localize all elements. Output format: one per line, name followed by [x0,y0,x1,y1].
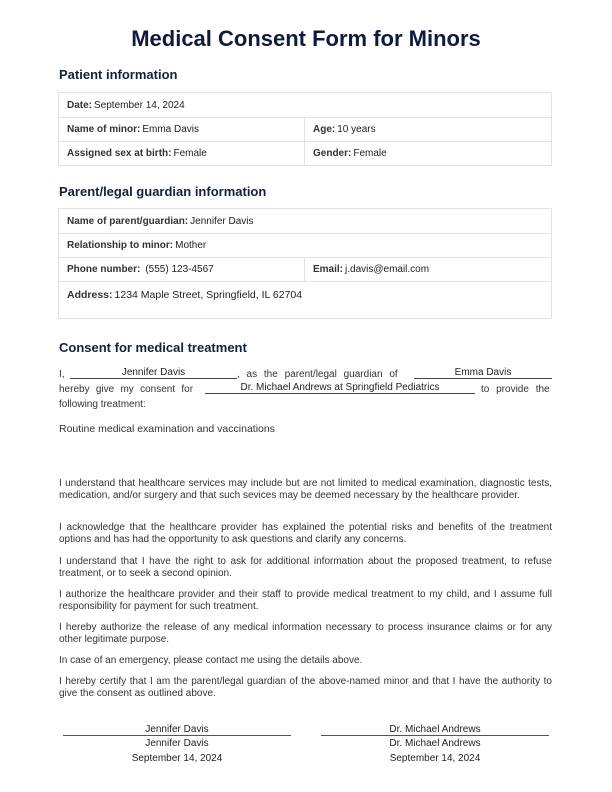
page-title: Medical Consent Form for Minors [131,26,481,51]
consent-paragraph: I understand that I have the right to ask for additional information about the proposed treatment, to refuse treatment, or to seek a second opinion. [59,556,552,579]
minor-name-value[interactable]: Emma Davis [142,124,200,135]
consent-line-1 [59,369,552,383]
minor-name-blank[interactable]: Emma Davis [414,367,552,379]
relationship-cell [59,234,551,257]
table-row [59,209,551,233]
consent-text-to-provide: to provide the [481,384,550,395]
consent-heading: Consent for medical treatment [59,340,247,355]
table-row [59,281,551,318]
consent-paragraph: I hereby authorize the release of any medical information necessary to process insurance claims or for any other legitimate purpose. [59,622,552,645]
guardian-name-value[interactable]: Jennifer Davis [190,215,254,227]
patient-info-heading: Patient information [59,67,178,82]
age-cell [305,118,551,141]
minor-name-label: Name of minor: [67,124,141,135]
consent-paragraph: I authorize the healthcare provider and their staff to provide medical treatment to my child, and I assume full responsibility for payment for such treatment. [59,589,552,612]
provider-signature[interactable]: Dr. Michael Andrews [321,723,549,736]
guardian-signature-date: September 14, 2024 [131,753,223,764]
sex-label: Assigned sex at birth: [67,148,172,159]
consent-text-hereby: hereby give my consent for [59,384,194,395]
gender-label: Gender: [313,148,352,159]
age-label: Age: [313,124,336,135]
minor-name-cell [59,118,305,141]
guardian-name-blank[interactable]: Jennifer Davis [70,367,237,379]
table-row [59,257,551,281]
consent-line-2 [59,384,552,398]
guardian-name-label: Name of parent/guardian: [67,215,189,227]
consent-paragraph: I acknowledge that the healthcare provider has explained the potential risks and benefits of the treatment options and has had the opportunity to ask questions and clarify any concerns. [59,522,552,545]
date-label: Date: [67,99,93,111]
age-value[interactable]: 10 years [337,124,376,135]
phone-label: Phone number: [67,264,141,275]
consent-paragraph: I hereby certify that I am the parent/legal guardian of the above-named minor and that I have the authority to give the consent as outlined above. [59,676,552,699]
email-cell [305,258,551,281]
provider-blank[interactable]: Dr. Michael Andrews at Springfield Pediatrics [205,382,475,394]
patient-info-table [58,92,552,166]
sex-cell [59,142,305,165]
phone-value[interactable]: (555) 123-4567 [145,264,214,275]
phone-cell [59,258,305,281]
address-value[interactable]: 1234 Maple Street, Springfield, IL 62704 [114,289,303,301]
consent-paragraph: In case of an emergency, please contact me using the details above. [59,655,363,666]
guardian-signature[interactable]: Jennifer Davis [63,723,291,736]
guardian-info-table [58,208,552,319]
table-row [59,233,551,257]
guardian-info-heading: Parent/legal guardian information [59,184,267,199]
provider-signature-date: September 14, 2024 [389,753,481,764]
email-value[interactable]: j.davis@email.com [345,264,430,275]
provider-printed-name: Dr. Michael Andrews [389,738,481,749]
table-row [59,93,551,117]
consent-line-3 [59,399,552,413]
gender-value[interactable]: Female [353,148,387,159]
guardian-printed-name: Jennifer Davis [145,738,209,749]
gender-cell [305,142,551,165]
consent-text-as: , as the parent/legal guardian of [237,369,398,380]
address-label: Address: [67,289,113,301]
consent-text-following: following treatment: [59,399,146,410]
consent-text-i: I, [59,369,65,380]
date-cell [59,93,551,117]
table-row [59,141,551,165]
address-cell [59,282,551,318]
email-label: Email: [313,264,344,275]
consent-paragraph: I understand that healthcare services may include but are not limited to medical examination, diagnostic tests, medication, and/or surgery and that such sevices may be deemed necessary by the healthcare provider. [59,478,552,501]
guardian-name-cell [59,209,551,233]
date-value[interactable]: September 14, 2024 [94,99,185,111]
guardian-signature-block [63,723,291,766]
treatment-value[interactable]: Routine medical examination and vaccinations [59,423,275,435]
provider-signature-block [321,723,549,766]
sex-value[interactable]: Female [173,148,207,159]
table-row [59,117,551,141]
relationship-value[interactable]: Mother [175,240,207,251]
relationship-label: Relationship to minor: [67,240,174,251]
